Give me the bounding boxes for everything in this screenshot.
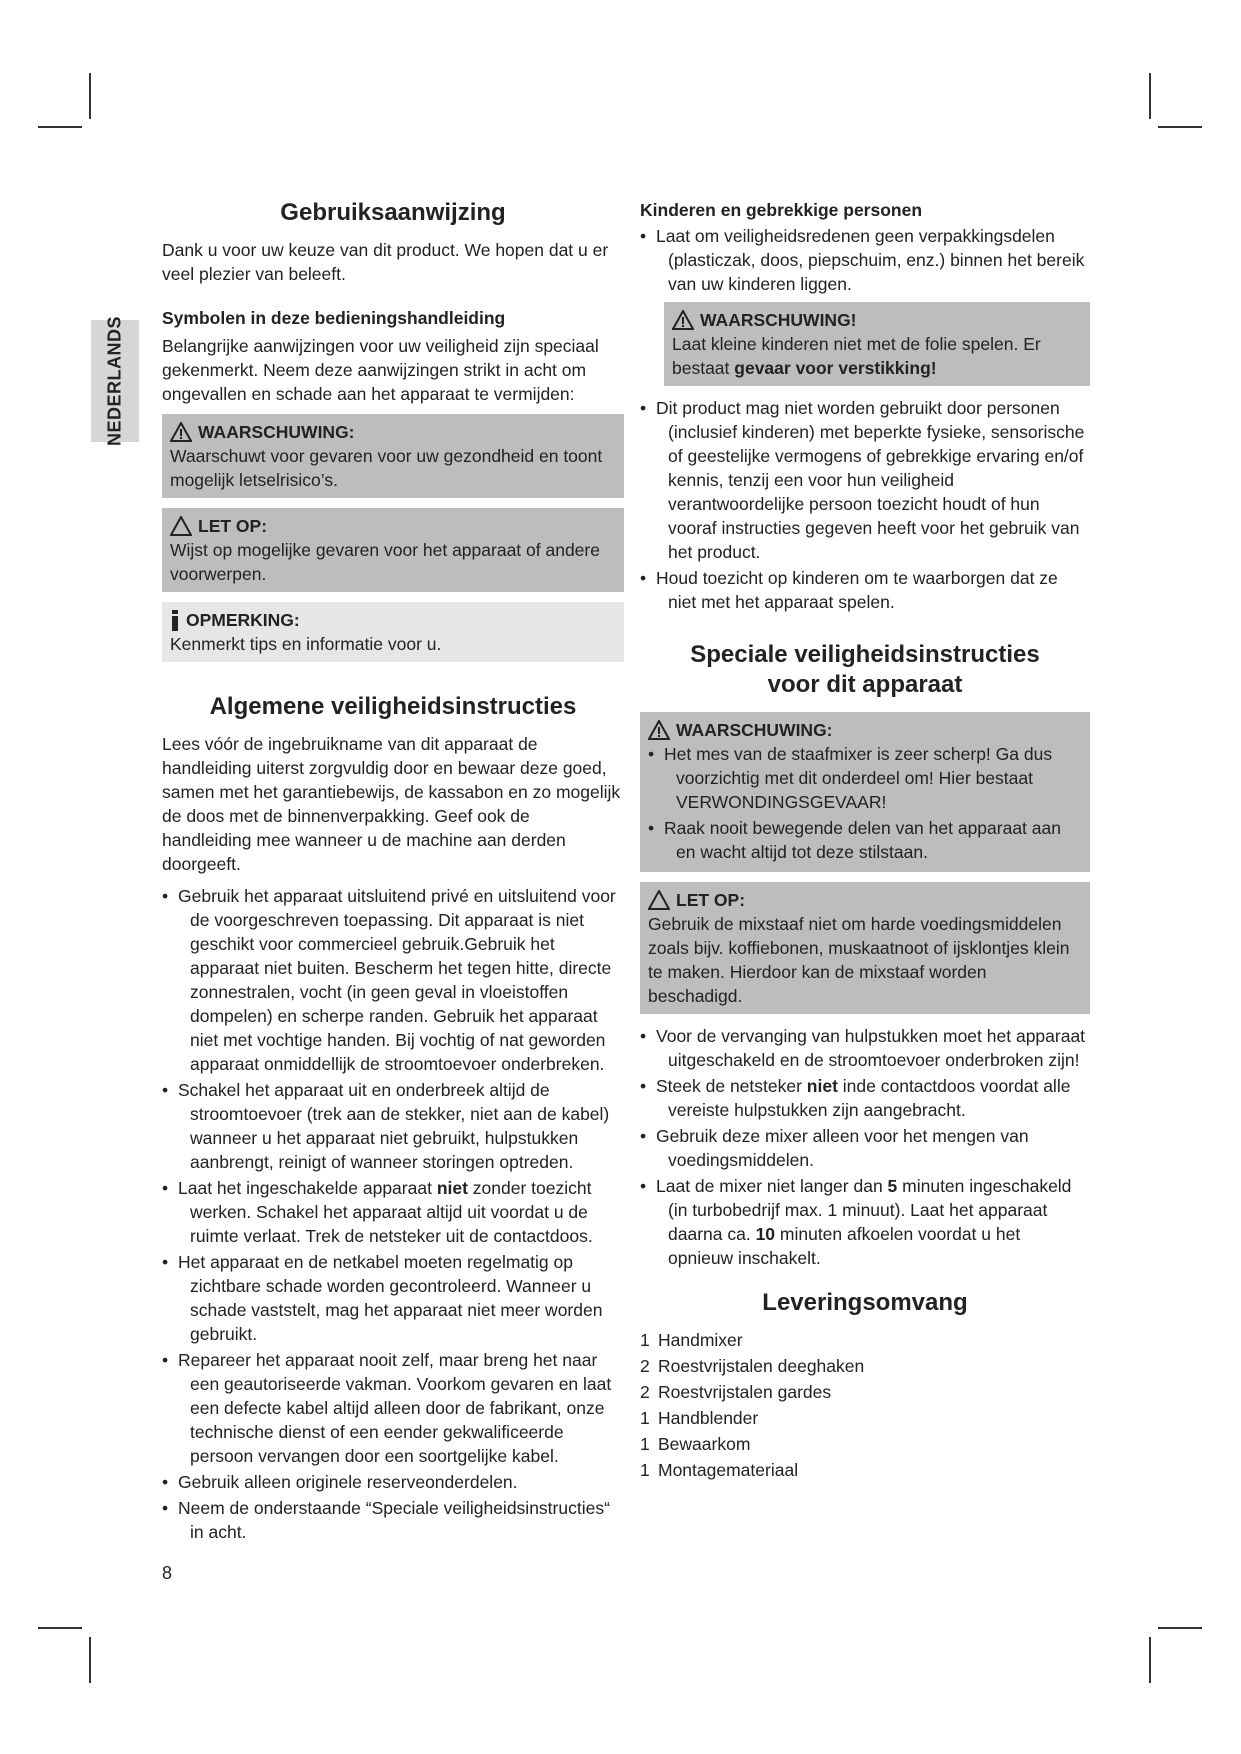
special-warning-list — [648, 742, 1082, 864]
special-warning-box — [640, 712, 1090, 872]
children-list — [640, 224, 1090, 296]
delivery-title: Leveringsomvang — [762, 1289, 968, 1316]
children-warning-title: WAARSCHUWING! — [700, 310, 857, 330]
caution-box — [162, 508, 624, 592]
general-safety-intro: Lees vóór de ingebruikname van dit apparaat de handleiding uiterst zorgvuldig door en bewaar deze goed, samen met het garantiebewijs, de kassabon en zo mogelijk de doos met de binnenverpakking. Geef ook de handleiding mee wanneer u de machine aan derden doorgeeft. — [162, 734, 621, 874]
general-safety-title: Algemene veiligheidsinstructies — [209, 693, 577, 720]
special-caution-title: LET OP: — [676, 890, 746, 910]
crop-mark — [89, 73, 91, 119]
warning-icon — [170, 422, 192, 442]
list-item: • Gebruik deze mixer alleen voor het mengen van voedingsmiddelen. — [640, 1126, 1029, 1170]
caution-text: Wijst op mogelijke gevaren voor het apparaat of andere voorwerpen. — [170, 540, 600, 584]
caution-title: LET OP: — [198, 516, 268, 536]
caution-icon — [648, 890, 670, 910]
crop-mark — [38, 1627, 82, 1629]
page-title: Gebruiksaanwijzing — [280, 199, 506, 226]
caution-icon — [170, 516, 192, 536]
list-item: • Raak nooit bewegende delen van het apparaat aan en wacht altijd tot deze stilstaan. — [648, 818, 1061, 862]
delivery-item: 1 Bewaarkom — [640, 1434, 751, 1454]
crop-mark — [1158, 126, 1202, 128]
delivery-list — [640, 1328, 1090, 1482]
language-tab-label: NEDERLANDS — [104, 315, 125, 447]
special-caution-box — [640, 882, 1090, 1014]
list-item: • Gebruik het apparaat uitsluitend privé en uitsluitend voor de voorgeschreven toepassing. Dit apparaat is niet geschikt voor commercieel gebruik.Gebruik het apparaat niet buiten. Bescherm het tegen hitte, directe zonnestralen, vocht (in geen geval in vloeistoffen dompelen) en scherpe randen. Gebruik het apparaat niet met vochtige handen. Bij vochtig of nat geworden apparaat onmiddellijk de stroomtoevoer onderbreken. — [162, 886, 616, 1074]
list-item: • Steek de netsteker niet inde contactdoos voordat alle vereiste hulpstukken zijn aangebracht. — [640, 1076, 1071, 1120]
list-item: • Dit product mag niet worden gebruikt door personen (inclusief kinderen) met beperkte fysieke, sensorische of geestelijke vermogens of gebrekkige ervaring en/of kennis, tenzij een voor hun veiligheid verantwoordelijke persoon toezicht houdt of hun vooraf instructies gegeven heeft voor het gebruik van het product. — [640, 398, 1085, 562]
delivery-item: 1 Handmixer — [640, 1330, 743, 1350]
warning-title: WAARSCHUWING: — [198, 422, 355, 442]
list-item: • Laat de mixer niet langer dan 5 minuten ingeschakeld (in turbobedrijf max. 1 minuut). Laat het apparaat daarna ca. 10 minuten afkoelen voordat u het opnieuw inschakelt. — [640, 1176, 1072, 1268]
warning-icon — [648, 720, 670, 740]
right-column — [640, 198, 1090, 1484]
list-item: • Laat het ingeschakelde apparaat niet zonder toezicht werken. Schakel het apparaat altijd uit voordat u de ruimte verlaat. Trek de netsteker uit de contactdoos. — [162, 1178, 593, 1246]
symbols-text: Belangrijke aanwijzingen voor uw veiligheid zijn speciaal gekenmerkt. Neem deze aanwijzingen strikt in acht om ongevallen en schade aan het apparaat te vermijden: — [162, 336, 599, 404]
special-warning-title: WAARSCHUWING: — [676, 720, 833, 740]
list-item: • Neem de onderstaande “Speciale veiligheidsinstructies“ in acht. — [162, 1498, 610, 1542]
children-warning-text: Laat kleine kinderen niet met de folie spelen. Er bestaat gevaar voor verstikking! — [672, 334, 1041, 378]
warning-text: Waarschuwt voor gevaren voor uw gezondheid en toont mogelijk letselrisico’s. — [170, 446, 603, 490]
note-title: OPMERKING: — [186, 610, 300, 630]
symbols-heading: Symbolen in deze bedieningshandleiding — [162, 308, 506, 328]
warning-box — [162, 414, 624, 498]
info-icon — [170, 610, 180, 631]
children-warning-box — [664, 302, 1090, 386]
list-item: • Houd toezicht op kinderen om te waarborgen dat ze niet met het apparaat spelen. — [640, 568, 1058, 612]
language-tab — [91, 315, 139, 447]
note-text: Kenmerkt tips en informatie voor u. — [170, 634, 442, 654]
general-safety-list — [162, 884, 624, 1544]
special-caution-text: Gebruik de mixstaaf niet om harde voedingsmiddelen zoals bijv. koffiebonen, muskaatnoot of ijsklontjes klein te maken. Hierdoor kan de mixstaaf worden beschadigd. — [648, 914, 1070, 1006]
crop-mark — [1149, 73, 1151, 119]
list-item: • Schakel het apparaat uit en onderbreek altijd de stroomtoevoer (trek aan de stekker, niet aan de kabel) wanneer u het apparaat niet gebruikt, hulpstukken aanbrengt, reinigt of wanneer storingen optreden. — [162, 1080, 610, 1172]
warning-icon — [672, 310, 694, 330]
children-list-2 — [640, 396, 1090, 614]
special-list — [640, 1024, 1090, 1270]
crop-mark — [38, 126, 82, 128]
delivery-item: 2 Roestvrijstalen deeghaken — [640, 1356, 865, 1376]
list-item: • Voor de vervanging van hulpstukken moet het apparaat uitgeschakeld en de stroomtoevoer onderbroken zijn! — [640, 1026, 1086, 1070]
crop-mark — [1158, 1627, 1202, 1629]
list-item: • Het apparaat en de netkabel moeten regelmatig op zichtbare schade worden gecontroleerd. Wanneer u schade vaststelt, mag het apparaat niet meer worden gebruikt. — [162, 1252, 603, 1344]
list-item: • Repareer het apparaat nooit zelf, maar breng het naar een geautoriseerde vakman. Voorkom gevaren en laat een defecte kabel altijd alleen door de fabrikant, onze technische dienst of een eender gekwalificeerde persoon vervangen door een soortgelijke kabel. — [162, 1350, 612, 1466]
crop-mark — [1149, 1637, 1151, 1683]
intro-text: Dank u voor uw keuze van dit product. We hopen dat u er veel plezier van beleeft. — [162, 240, 609, 284]
special-safety-title: Speciale veiligheidsinstructies voor dit apparaat — [690, 641, 1040, 698]
list-item: • Laat om veiligheidsredenen geen verpakkingsdelen (plasticzak, doos, piepschuim, enz.) binnen het bereik van uw kinderen liggen. — [640, 226, 1085, 294]
list-item: • Gebruik alleen originele reserveonderdelen. — [162, 1472, 518, 1492]
delivery-item: 1 Montagemateriaal — [640, 1460, 799, 1480]
delivery-item: 2 Roestvrijstalen gardes — [640, 1382, 832, 1402]
left-column — [162, 198, 624, 1546]
children-heading: Kinderen en gebrekkige personen — [640, 200, 923, 220]
page-number: 8 — [162, 1563, 173, 1583]
list-item: • Het mes van de staafmixer is zeer scherp! Ga dus voorzichtig met dit onderdeel om! Hier bestaat VERWONDINGSGEVAAR! — [648, 744, 1053, 812]
delivery-item: 1 Handblender — [640, 1408, 759, 1428]
note-box — [162, 602, 624, 662]
crop-mark — [89, 1637, 91, 1683]
